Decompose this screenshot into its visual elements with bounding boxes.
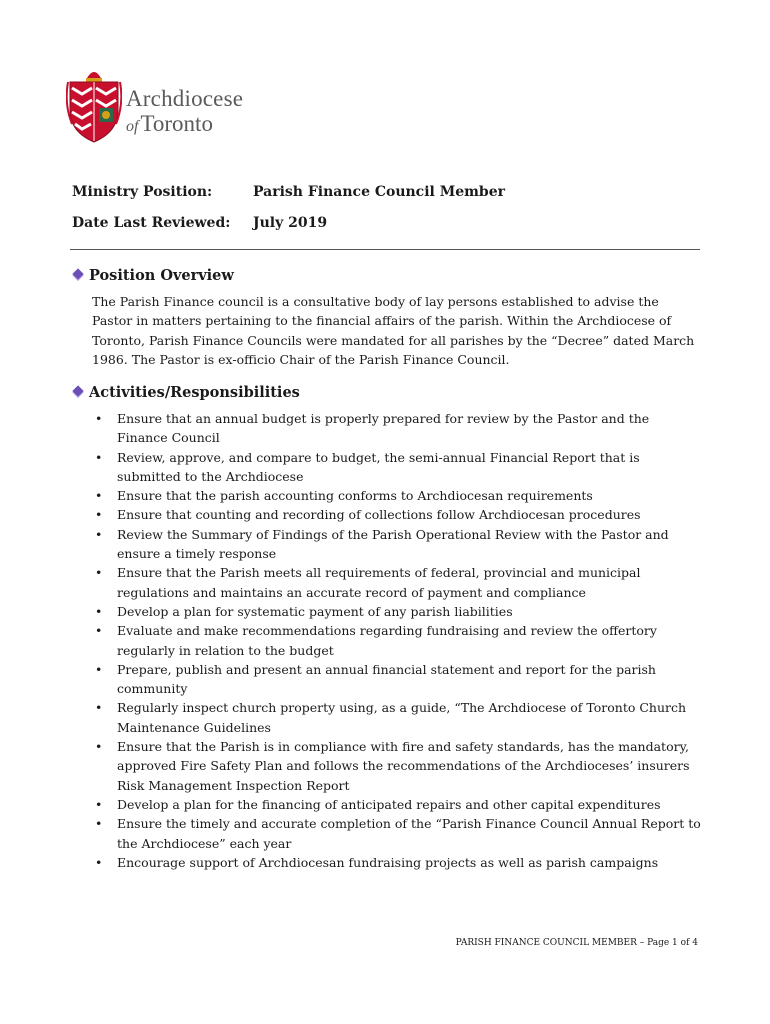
ministry-position-label: Ministry Position:	[72, 184, 213, 200]
activities-title: Activities/Responsibilities	[89, 384, 300, 401]
logo-title: Archdiocese	[126, 86, 244, 111]
list-item: • Ensure that the parish accounting conforms to Archdiocesan requirements	[92, 486, 702, 505]
date-reviewed-row	[72, 215, 327, 231]
logo-toronto: Toronto	[140, 111, 213, 136]
list-item: • Encourage support of Archdiocesan fundraising projects as well as parish campaigns	[92, 853, 702, 872]
list-item: • Ensure that the Parish meets all requirements of federal, provincial and municipal regulations and maintains an accurate record of payment and compliance	[92, 563, 702, 602]
list-item: • Ensure that an annual budget is properly prepared for review by the Pastor and the Finance Council	[92, 409, 702, 448]
list-item: • Ensure that the Parish is in compliance with fire and safety standards, has the mandatory, approved Fire Safety Plan and follows the recommendations of the Archdioceses’ insurers Risk Management Inspection Report	[92, 737, 702, 795]
position-overview-title: Position Overview	[89, 267, 234, 284]
page-footer: PARISH FINANCE COUNCIL MEMBER – Page 1 of 4	[455, 938, 698, 948]
diamond-bullet-icon	[72, 385, 83, 396]
list-item: • Prepare, publish and present an annual financial statement and report for the parish community	[92, 660, 702, 699]
list-item: • Ensure the timely and accurate completion of the “Parish Finance Council Annual Report to the Archdiocese” each year	[92, 814, 702, 853]
list-item: • Develop a plan for systematic payment of any parish liabilities	[92, 602, 702, 621]
logo-of: of	[126, 118, 139, 135]
list-item: • Evaluate and make recommendations regarding fundraising and review the offertory regularly in relation to the budget	[92, 621, 702, 660]
list-item: • Ensure that counting and recording of collections follow Archdiocesan procedures	[92, 505, 702, 524]
ministry-position-value: Parish Finance Council Member	[253, 184, 506, 200]
list-item: • Review the Summary of Findings of the Parish Operational Review with the Pastor and ensure a timely response	[92, 525, 702, 564]
archdiocese-logo	[66, 64, 256, 144]
list-item: • Regularly inspect church property using, as a guide, “The Archdiocese of Toronto Church Maintenance Guidelines	[92, 698, 702, 737]
position-overview-heading	[74, 267, 234, 284]
responsibilities-list	[92, 409, 702, 872]
date-reviewed-label: Date Last Reviewed:	[72, 215, 231, 231]
ministry-position-row	[72, 184, 505, 200]
diamond-bullet-icon	[72, 268, 83, 279]
position-overview-text: The Parish Finance council is a consultative body of lay persons established to advise the Pastor in matters pertaining to the financial affairs of the parish. Within the Archdiocese of Toronto, Parish Finance Councils were mandated for all parishes by the “Decree” dated March 1986. The Pastor is ex-officio Chair of the Parish Finance Council.	[92, 294, 695, 367]
coat-of-arms-icon	[66, 64, 122, 144]
activities-heading	[74, 384, 300, 401]
list-item: • Review, approve, and compare to budget, the semi-annual Financial Report that is submitted to the Archdiocese	[92, 448, 702, 487]
logo-subtitle	[126, 111, 213, 137]
list-item: • Develop a plan for the financing of anticipated repairs and other capital expenditures	[92, 795, 702, 814]
date-reviewed-value: July 2019	[253, 215, 328, 231]
divider	[70, 249, 700, 250]
